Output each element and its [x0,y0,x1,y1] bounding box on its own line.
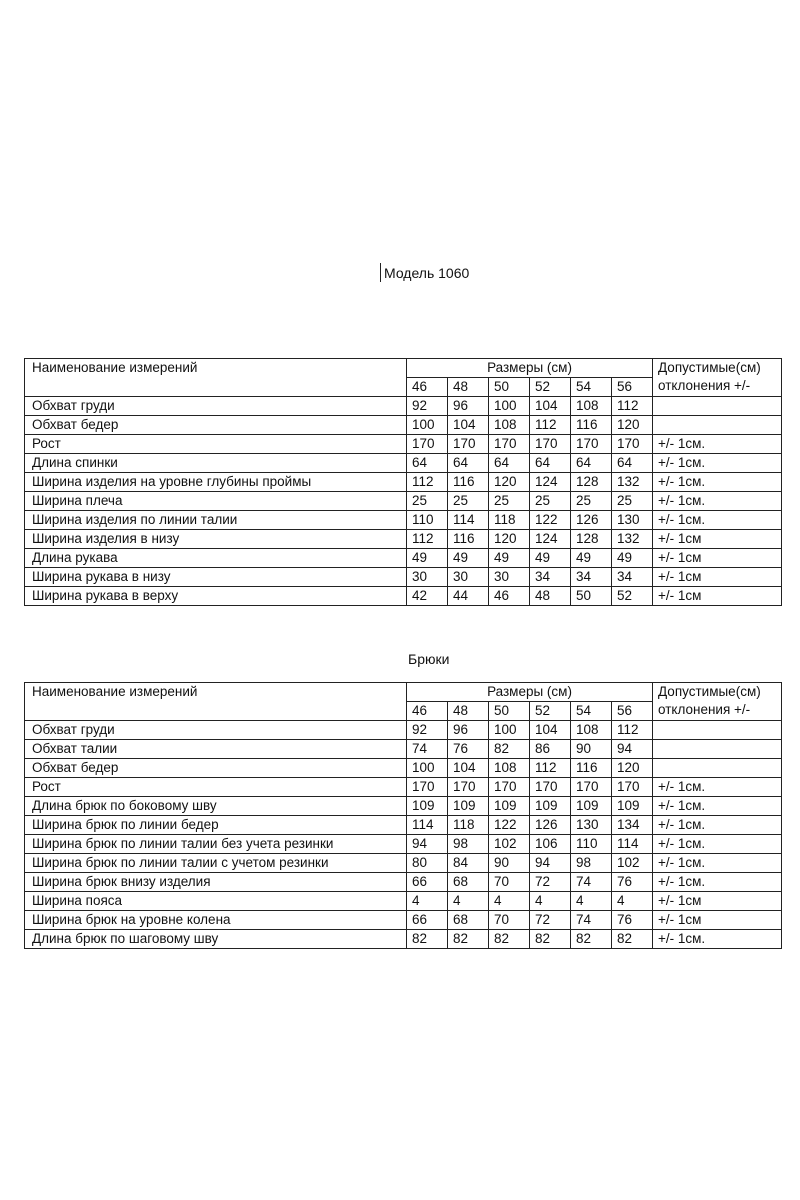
measurement-value: 94 [407,835,448,854]
measurement-value: 170 [489,435,530,454]
tolerance-header-line1: Допустимые(см) [658,360,761,375]
measurement-value: 108 [571,721,612,740]
measurement-value: 82 [571,930,612,949]
jacket-size-table [24,358,782,606]
measurement-value: 130 [571,816,612,835]
measurement-value: 114 [612,835,653,854]
measurement-value: 170 [407,778,448,797]
measurement-value: 84 [448,854,489,873]
measurement-value: 116 [571,759,612,778]
measurement-value: 92 [407,721,448,740]
measurement-value: 48 [530,587,571,606]
measurement-value: 66 [407,873,448,892]
measurement-value: 44 [448,587,489,606]
measurement-value: 116 [571,416,612,435]
measurement-name: Рост [25,778,407,797]
table-row [25,873,782,892]
measurement-value: 49 [571,549,612,568]
measurement-value: 108 [489,759,530,778]
measurement-value: 68 [448,911,489,930]
measurement-value: 74 [571,911,612,930]
tolerance-value [653,416,782,435]
table-row [25,892,782,911]
measurement-value: 112 [530,759,571,778]
measurement-value: 34 [612,568,653,587]
measurement-value: 74 [571,873,612,892]
trousers-size-table [24,682,782,949]
size-header-cell: 56 [612,378,653,397]
measurement-value: 25 [612,492,653,511]
measurement-value: 46 [489,587,530,606]
measurement-value: 30 [448,568,489,587]
measurement-value: 108 [571,397,612,416]
text-cursor [380,263,381,282]
measurement-value: 110 [407,511,448,530]
measurement-value: 98 [448,835,489,854]
measurement-value: 170 [530,435,571,454]
measurement-value: 102 [489,835,530,854]
tolerance-header-line2: отклонения +/- [658,378,751,393]
measurement-value: 120 [612,416,653,435]
tolerance-value [653,759,782,778]
size-header-cell: 50 [489,378,530,397]
table-row [25,416,782,435]
measurement-value: 100 [407,416,448,435]
measurement-value: 4 [530,892,571,911]
measurement-value: 70 [489,911,530,930]
measurement-value: 96 [448,397,489,416]
measurement-value: 4 [571,892,612,911]
measurement-value: 64 [571,454,612,473]
tolerance-value: +/- 1см. [653,854,782,873]
measurement-name: Ширина изделия в низу [25,530,407,549]
tolerance-value: +/- 1см [653,892,782,911]
measurement-name: Рост [25,435,407,454]
table-row [25,454,782,473]
measurement-value: 90 [571,740,612,759]
measurement-value: 76 [448,740,489,759]
measurement-value: 96 [448,721,489,740]
table-row [25,530,782,549]
table-row [25,797,782,816]
measurement-name: Ширина плеча [25,492,407,511]
measurement-value: 118 [489,511,530,530]
measurement-value: 49 [407,549,448,568]
size-header-cell: 46 [407,702,448,721]
measurement-value: 94 [530,854,571,873]
measurement-value: 25 [448,492,489,511]
measurement-value: 170 [530,778,571,797]
tolerance-value: +/- 1см. [653,473,782,492]
measurement-value: 92 [407,397,448,416]
size-header-cell: 54 [571,702,612,721]
measurement-value: 114 [448,511,489,530]
measurement-name: Ширина изделия на уровне глубины проймы [25,473,407,492]
measurement-value: 74 [407,740,448,759]
tolerance-value: +/- 1см. [653,930,782,949]
measurement-value: 112 [612,721,653,740]
measurement-name: Ширина брюк по линии бедер [25,816,407,835]
table-row [25,587,782,606]
tolerance-value: +/- 1см. [653,873,782,892]
measurement-value: 94 [612,740,653,759]
table-row [25,740,782,759]
measurement-value: 170 [571,435,612,454]
measurement-value: 112 [612,397,653,416]
measurement-value: 132 [612,530,653,549]
measurement-value: 82 [530,930,571,949]
measurement-value: 49 [489,549,530,568]
measurement-value: 49 [530,549,571,568]
table-row [25,854,782,873]
measurement-value: 170 [448,435,489,454]
measurement-value: 120 [489,473,530,492]
measurement-value: 170 [489,778,530,797]
size-header-cell: 50 [489,702,530,721]
measurement-value: 112 [407,473,448,492]
measurement-value: 114 [407,816,448,835]
measurement-value: 25 [407,492,448,511]
measurement-value: 170 [571,778,612,797]
measurement-value: 68 [448,873,489,892]
measurement-value: 128 [571,530,612,549]
size-header-cell: 52 [530,702,571,721]
tolerance-header-line2: отклонения +/- [658,702,751,717]
measurement-name: Ширина брюк на уровне колена [25,911,407,930]
measurement-value: 118 [448,816,489,835]
measurement-value: 64 [612,454,653,473]
measurement-name: Длина спинки [25,454,407,473]
measurement-name: Обхват талии [25,740,407,759]
trousers-section-title: Брюки [408,651,450,667]
measurement-value: 170 [407,435,448,454]
measurement-value: 52 [612,587,653,606]
measurement-value: 109 [489,797,530,816]
measurement-name: Ширина изделия по линии талии [25,511,407,530]
measurement-value: 109 [407,797,448,816]
column-header-sizes: Размеры (см) [407,359,653,378]
measurement-name: Ширина брюк по линии талии с учетом резинки [25,854,407,873]
measurement-value: 116 [448,530,489,549]
measurement-value: 106 [530,835,571,854]
measurement-value: 25 [489,492,530,511]
measurement-name: Длина брюк по шаговому шву [25,930,407,949]
measurement-value: 104 [448,416,489,435]
measurement-name: Длина брюк по боковому шву [25,797,407,816]
tolerance-value [653,721,782,740]
measurement-value: 102 [612,854,653,873]
measurement-value: 120 [612,759,653,778]
tolerance-value: +/- 1см [653,911,782,930]
measurement-value: 70 [489,873,530,892]
measurement-value: 170 [448,778,489,797]
tolerance-value: +/- 1см. [653,797,782,816]
measurement-name: Ширина брюк внизу изделия [25,873,407,892]
tolerance-value: +/- 1см. [653,492,782,511]
measurement-value: 110 [571,835,612,854]
measurement-value: 30 [407,568,448,587]
measurement-name: Ширина рукава в низу [25,568,407,587]
measurement-value: 49 [448,549,489,568]
measurement-value: 30 [489,568,530,587]
header-row [25,683,782,702]
tolerance-value: +/- 1см. [653,511,782,530]
measurement-value: 104 [530,397,571,416]
tolerance-value: +/- 1см [653,587,782,606]
measurement-value: 64 [530,454,571,473]
table-row [25,568,782,587]
table-row [25,397,782,416]
measurement-value: 64 [489,454,530,473]
table-row [25,835,782,854]
table-row [25,778,782,797]
measurement-value: 128 [571,473,612,492]
measurement-value: 126 [530,816,571,835]
measurement-value: 76 [612,873,653,892]
table-row [25,930,782,949]
measurement-value: 104 [448,759,489,778]
measurement-value: 82 [448,930,489,949]
measurement-value: 25 [530,492,571,511]
measurement-value: 64 [407,454,448,473]
measurement-value: 100 [407,759,448,778]
table-row [25,911,782,930]
measurement-value: 126 [571,511,612,530]
measurement-value: 82 [407,930,448,949]
table-row [25,473,782,492]
measurement-name: Длина рукава [25,549,407,568]
measurement-value: 4 [489,892,530,911]
measurement-value: 109 [448,797,489,816]
table-row [25,759,782,778]
column-header-tolerance [653,683,782,721]
measurement-name: Ширина брюк по линии талии без учета резинки [25,835,407,854]
measurement-name: Обхват бедер [25,416,407,435]
tolerance-value: +/- 1см [653,549,782,568]
measurement-value: 104 [530,721,571,740]
size-header-cell: 46 [407,378,448,397]
tolerance-value [653,397,782,416]
measurement-value: 100 [489,397,530,416]
measurement-value: 132 [612,473,653,492]
measurement-value: 66 [407,911,448,930]
column-header-name: Наименование измерений [25,683,407,721]
measurement-value: 72 [530,873,571,892]
tolerance-value: +/- 1см [653,568,782,587]
measurement-value: 50 [571,587,612,606]
measurement-value: 170 [612,778,653,797]
measurement-value: 86 [530,740,571,759]
measurement-value: 72 [530,911,571,930]
tolerance-value: +/- 1см. [653,454,782,473]
header-row [25,359,782,378]
measurement-value: 120 [489,530,530,549]
measurement-value: 112 [530,416,571,435]
tolerance-value: +/- 1см [653,530,782,549]
size-header-cell: 48 [448,702,489,721]
measurement-value: 25 [571,492,612,511]
tolerance-value: +/- 1см. [653,778,782,797]
measurement-value: 98 [571,854,612,873]
document-title-text: Модель 1060 [384,265,470,281]
measurement-value: 122 [530,511,571,530]
measurement-value: 34 [571,568,612,587]
size-header-cell: 48 [448,378,489,397]
measurement-value: 122 [489,816,530,835]
measurement-value: 100 [489,721,530,740]
size-header-cell: 54 [571,378,612,397]
measurement-value: 124 [530,530,571,549]
measurement-value: 82 [489,930,530,949]
measurement-name: Обхват груди [25,721,407,740]
measurement-value: 76 [612,911,653,930]
table-row [25,721,782,740]
measurement-value: 109 [571,797,612,816]
tolerance-value: +/- 1см. [653,435,782,454]
table-row [25,816,782,835]
table-row [25,511,782,530]
measurement-value: 108 [489,416,530,435]
measurement-name: Обхват бедер [25,759,407,778]
measurement-value: 134 [612,816,653,835]
size-header-cell: 56 [612,702,653,721]
size-header-cell: 52 [530,378,571,397]
column-header-sizes: Размеры (см) [407,683,653,702]
tolerance-value: +/- 1см. [653,835,782,854]
tolerance-value: +/- 1см. [653,816,782,835]
measurement-value: 109 [530,797,571,816]
measurement-value: 34 [530,568,571,587]
column-header-name: Наименование измерений [25,359,407,397]
table-row [25,435,782,454]
measurement-value: 90 [489,854,530,873]
measurement-value: 64 [448,454,489,473]
measurement-value: 124 [530,473,571,492]
measurement-value: 82 [612,930,653,949]
tolerance-header-line1: Допустимые(см) [658,684,761,699]
table-row [25,492,782,511]
measurement-name: Обхват груди [25,397,407,416]
column-header-tolerance [653,359,782,397]
measurement-value: 42 [407,587,448,606]
measurement-value: 130 [612,511,653,530]
measurement-value: 80 [407,854,448,873]
measurement-value: 112 [407,530,448,549]
measurement-value: 4 [448,892,489,911]
tolerance-value [653,740,782,759]
document-title [380,263,469,282]
measurement-value: 49 [612,549,653,568]
measurement-value: 4 [407,892,448,911]
measurement-value: 116 [448,473,489,492]
measurement-name: Ширина рукава в верху [25,587,407,606]
measurement-value: 170 [612,435,653,454]
measurement-value: 109 [612,797,653,816]
table-row [25,549,782,568]
measurement-value: 4 [612,892,653,911]
measurement-name: Ширина пояса [25,892,407,911]
measurement-value: 82 [489,740,530,759]
